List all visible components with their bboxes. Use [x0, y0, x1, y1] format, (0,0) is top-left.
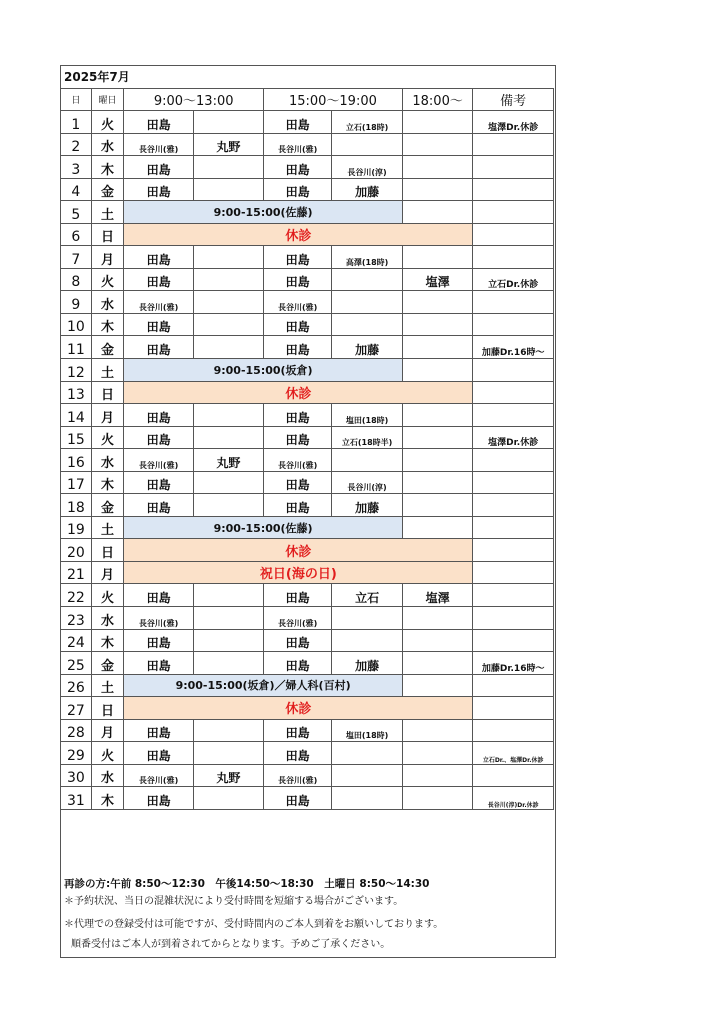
- header-evening: 18:00～: [402, 89, 473, 111]
- schedule-row: [61, 607, 554, 630]
- weekday-cell: 水: [91, 607, 124, 630]
- notes-cell: 塩澤Dr.休診: [473, 111, 554, 134]
- weekday-cell: 月: [91, 561, 124, 584]
- morning-doctor-cell: 田島: [124, 313, 193, 336]
- weekday-cell: 水: [91, 449, 124, 472]
- evening-doctor-cell: [402, 787, 473, 810]
- evening-doctor-cell: [402, 404, 473, 427]
- afternoon-doctor-2-cell: [332, 291, 403, 314]
- weekday-cell: 月: [91, 404, 124, 427]
- day-cell: 30: [61, 764, 92, 787]
- morning-doctor-2-cell: [193, 178, 263, 201]
- day-cell: 22: [61, 584, 92, 607]
- weekday-cell: 土: [91, 359, 124, 382]
- notes-cell: [473, 449, 554, 472]
- morning-doctor-2-cell: [193, 246, 263, 269]
- schedule-title: 2025年7月: [64, 70, 130, 84]
- schedule-row: [61, 268, 554, 291]
- notes-cell: [473, 359, 554, 382]
- afternoon-doctor-2-cell: 加藤: [332, 652, 403, 675]
- afternoon-doctor-cell: 田島: [263, 111, 331, 134]
- weekday-cell: 金: [91, 494, 124, 517]
- weekday-cell: 火: [91, 111, 124, 134]
- afternoon-doctor-2-cell: 加藤: [332, 336, 403, 359]
- afternoon-doctor-2-cell: 長谷川(淳): [332, 471, 403, 494]
- morning-doctor-cell: 長谷川(雅): [124, 764, 193, 787]
- afternoon-doctor-cell: 長谷川(雅): [263, 291, 331, 314]
- notes-cell: [473, 223, 554, 246]
- notes-cell: [473, 516, 554, 539]
- morning-doctor-2-cell: [193, 111, 263, 134]
- day-cell: 18: [61, 494, 92, 517]
- morning-doctor-2-cell: [193, 268, 263, 291]
- schedule-row: [61, 246, 554, 269]
- afternoon-doctor-cell: 田島: [263, 426, 331, 449]
- afternoon-doctor-2-cell: 立石(18時): [332, 111, 403, 134]
- morning-doctor-cell: 田島: [124, 426, 193, 449]
- afternoon-doctor-cell: 長谷川(雅): [263, 764, 331, 787]
- afternoon-doctor-2-cell: [332, 742, 403, 765]
- afternoon-doctor-2-cell: [332, 449, 403, 472]
- evening-doctor-cell: 塩澤: [402, 268, 473, 291]
- evening-doctor-cell: [402, 742, 473, 765]
- morning-doctor-2-cell: [193, 313, 263, 336]
- schedule-row: [61, 584, 554, 607]
- evening-doctor-cell: [402, 449, 473, 472]
- day-cell: 9: [61, 291, 92, 314]
- afternoon-doctor-cell: 田島: [263, 584, 331, 607]
- notes-cell: [473, 246, 554, 269]
- day-cell: 12: [61, 359, 92, 382]
- notes-cell: [473, 561, 554, 584]
- morning-doctor-cell: 長谷川(雅): [124, 291, 193, 314]
- notes-cell: [473, 697, 554, 720]
- day-cell: 4: [61, 178, 92, 201]
- day-cell: 25: [61, 652, 92, 675]
- weekday-cell: 水: [91, 291, 124, 314]
- afternoon-doctor-2-cell: [332, 268, 403, 291]
- afternoon-doctor-cell: 長谷川(雅): [263, 607, 331, 630]
- evening-doctor-cell: [402, 201, 473, 224]
- schedule-row: [61, 539, 554, 562]
- evening-doctor-cell: [402, 111, 473, 134]
- morning-doctor-2-cell: [193, 787, 263, 810]
- afternoon-doctor-2-cell: 立石: [332, 584, 403, 607]
- evening-doctor-cell: 塩澤: [402, 584, 473, 607]
- evening-doctor-cell: [402, 764, 473, 787]
- header-notes: 備考: [473, 89, 554, 111]
- closed-cell: 休診: [124, 223, 473, 246]
- day-cell: 24: [61, 629, 92, 652]
- weekday-cell: 木: [91, 471, 124, 494]
- weekday-cell: 金: [91, 336, 124, 359]
- morning-doctor-cell: 田島: [124, 742, 193, 765]
- schedule-row: [61, 313, 554, 336]
- closed-cell: 休診: [124, 697, 473, 720]
- weekday-cell: 木: [91, 313, 124, 336]
- schedule-row: [61, 494, 554, 517]
- morning-doctor-2-cell: [193, 156, 263, 179]
- day-cell: 27: [61, 697, 92, 720]
- afternoon-doctor-cell: 田島: [263, 178, 331, 201]
- schedule-row: [61, 652, 554, 675]
- schedule-row: [61, 471, 554, 494]
- evening-doctor-cell: [402, 607, 473, 630]
- weekday-cell: 日: [91, 381, 124, 404]
- afternoon-doctor-2-cell: [332, 133, 403, 156]
- morning-doctor-2-cell: [193, 291, 263, 314]
- afternoon-doctor-cell: 田島: [263, 156, 331, 179]
- morning-doctor-cell: 田島: [124, 156, 193, 179]
- afternoon-doctor-cell: 田島: [263, 652, 331, 675]
- morning-doctor-2-cell: 丸野: [193, 449, 263, 472]
- day-cell: 13: [61, 381, 92, 404]
- notes-cell: [473, 764, 554, 787]
- afternoon-doctor-2-cell: [332, 787, 403, 810]
- schedule-row: [61, 336, 554, 359]
- schedule-row: [61, 561, 554, 584]
- schedule-sheet: [60, 65, 556, 958]
- weekday-cell: 水: [91, 764, 124, 787]
- schedule-row: [61, 787, 554, 810]
- afternoon-doctor-2-cell: 加藤: [332, 178, 403, 201]
- afternoon-doctor-2-cell: [332, 764, 403, 787]
- notes-cell: [473, 719, 554, 742]
- afternoon-doctor-cell: 田島: [263, 719, 331, 742]
- day-cell: 19: [61, 516, 92, 539]
- schedule-row: [61, 156, 554, 179]
- weekday-cell: 火: [91, 584, 124, 607]
- weekday-cell: 土: [91, 201, 124, 224]
- day-cell: 16: [61, 449, 92, 472]
- afternoon-doctor-cell: 田島: [263, 742, 331, 765]
- evening-doctor-cell: [402, 426, 473, 449]
- notes-cell: [473, 313, 554, 336]
- morning-doctor-cell: 田島: [124, 178, 193, 201]
- notes-cell: [473, 404, 554, 427]
- notes-cell: [473, 201, 554, 224]
- schedule-row: [61, 404, 554, 427]
- notes-cell: [473, 674, 554, 697]
- morning-doctor-2-cell: [193, 652, 263, 675]
- notes-cell: [473, 607, 554, 630]
- schedule-row: [61, 133, 554, 156]
- day-cell: 2: [61, 133, 92, 156]
- afternoon-doctor-2-cell: 長谷川(淳): [332, 156, 403, 179]
- evening-doctor-cell: [402, 291, 473, 314]
- schedule-row: [61, 449, 554, 472]
- afternoon-doctor-2-cell: 立石(18時半): [332, 426, 403, 449]
- evening-doctor-cell: [402, 178, 473, 201]
- schedule-row: [61, 111, 554, 134]
- morning-doctor-cell: 田島: [124, 336, 193, 359]
- day-cell: 15: [61, 426, 92, 449]
- evening-doctor-cell: [402, 629, 473, 652]
- weekday-cell: 土: [91, 674, 124, 697]
- day-cell: 6: [61, 223, 92, 246]
- afternoon-doctor-cell: 田島: [263, 629, 331, 652]
- notes-cell: [473, 471, 554, 494]
- afternoon-doctor-2-cell: 高澤(18時): [332, 246, 403, 269]
- notes-cell: 塩澤Dr.休診: [473, 426, 554, 449]
- notes-cell: [473, 494, 554, 517]
- afternoon-doctor-cell: 田島: [263, 787, 331, 810]
- afternoon-doctor-cell: 田島: [263, 313, 331, 336]
- morning-doctor-cell: 長谷川(雅): [124, 133, 193, 156]
- morning-doctor-cell: 田島: [124, 787, 193, 810]
- footer-note-1: ＊予約状況、当日の混雑状況により受付時間を短縮する場合がございます。: [64, 896, 404, 907]
- afternoon-doctor-cell: 田島: [263, 246, 331, 269]
- notes-cell: [473, 629, 554, 652]
- evening-doctor-cell: [402, 246, 473, 269]
- evening-doctor-cell: [402, 719, 473, 742]
- schedule-row: [61, 359, 554, 382]
- morning-doctor-2-cell: [193, 426, 263, 449]
- evening-doctor-cell: [402, 313, 473, 336]
- day-cell: 26: [61, 674, 92, 697]
- morning-doctor-cell: 田島: [124, 404, 193, 427]
- closed-cell: 休診: [124, 381, 473, 404]
- evening-doctor-cell: [402, 471, 473, 494]
- morning-doctor-cell: 田島: [124, 111, 193, 134]
- morning-doctor-2-cell: [193, 629, 263, 652]
- closed-cell: 祝日(海の日): [124, 561, 473, 584]
- weekday-cell: 月: [91, 246, 124, 269]
- morning-doctor-cell: 田島: [124, 268, 193, 291]
- day-cell: 14: [61, 404, 92, 427]
- morning-doctor-cell: 田島: [124, 471, 193, 494]
- day-cell: 8: [61, 268, 92, 291]
- footer-note-3: 順番受付はご本人が到着されてからとなります。予めご了承ください。: [71, 939, 391, 950]
- afternoon-doctor-cell: 田島: [263, 471, 331, 494]
- morning-doctor-cell: 長谷川(雅): [124, 449, 193, 472]
- day-cell: 11: [61, 336, 92, 359]
- evening-doctor-cell: [402, 674, 473, 697]
- morning-doctor-2-cell: [193, 404, 263, 427]
- weekday-cell: 日: [91, 697, 124, 720]
- day-cell: 7: [61, 246, 92, 269]
- evening-doctor-cell: [402, 133, 473, 156]
- weekday-cell: 水: [91, 133, 124, 156]
- evening-doctor-cell: [402, 156, 473, 179]
- evening-doctor-cell: [402, 336, 473, 359]
- morning-doctor-2-cell: [193, 719, 263, 742]
- schedule-row: [61, 764, 554, 787]
- morning-doctor-cell: 田島: [124, 584, 193, 607]
- morning-doctor-cell: 田島: [124, 494, 193, 517]
- weekday-cell: 金: [91, 178, 124, 201]
- schedule-row: [61, 697, 554, 720]
- afternoon-doctor-2-cell: [332, 313, 403, 336]
- saturday-hours-cell: 9:00-15:00(佐藤): [124, 516, 402, 539]
- saturday-hours-cell: 9:00-15:00(佐藤): [124, 201, 402, 224]
- schedule-row: [61, 629, 554, 652]
- weekday-cell: 日: [91, 223, 124, 246]
- footer-note-2: ＊代理での登録受付は可能ですが、受付時間内のご本人到着をお願いしております。: [64, 919, 444, 930]
- evening-doctor-cell: [402, 516, 473, 539]
- notes-cell: [473, 584, 554, 607]
- saturday-hours-cell: 9:00-15:00(坂倉): [124, 359, 402, 382]
- notes-cell: [473, 156, 554, 179]
- schedule-row: [61, 291, 554, 314]
- day-cell: 31: [61, 787, 92, 810]
- day-cell: 29: [61, 742, 92, 765]
- weekday-cell: 木: [91, 629, 124, 652]
- afternoon-doctor-cell: 田島: [263, 336, 331, 359]
- notes-cell: 立石Dr.、塩澤Dr.休診: [473, 742, 554, 765]
- afternoon-doctor-cell: 田島: [263, 494, 331, 517]
- schedule-row: [61, 516, 554, 539]
- day-cell: 1: [61, 111, 92, 134]
- header-row: [61, 89, 554, 111]
- morning-doctor-2-cell: [193, 742, 263, 765]
- notes-cell: 立石Dr.休診: [473, 268, 554, 291]
- day-cell: 28: [61, 719, 92, 742]
- morning-doctor-2-cell: [193, 336, 263, 359]
- schedule-row: [61, 381, 554, 404]
- day-cell: 10: [61, 313, 92, 336]
- closed-cell: 休診: [124, 539, 473, 562]
- morning-doctor-2-cell: [193, 471, 263, 494]
- weekday-cell: 火: [91, 268, 124, 291]
- saturday-hours-cell: 9:00-15:00(坂倉)／婦人科(百村): [124, 674, 402, 697]
- afternoon-doctor-cell: 長谷川(雅): [263, 449, 331, 472]
- afternoon-doctor-cell: 長谷川(雅): [263, 133, 331, 156]
- weekday-cell: 火: [91, 426, 124, 449]
- schedule-row: [61, 719, 554, 742]
- schedule-row: [61, 426, 554, 449]
- schedule-row: [61, 223, 554, 246]
- notes-cell: [473, 539, 554, 562]
- evening-doctor-cell: [402, 494, 473, 517]
- schedule-row: [61, 742, 554, 765]
- notes-cell: [473, 133, 554, 156]
- weekday-cell: 金: [91, 652, 124, 675]
- notes-cell: [473, 178, 554, 201]
- day-cell: 17: [61, 471, 92, 494]
- schedule-table: [60, 88, 554, 810]
- header-morning: 9:00～13:00: [124, 89, 264, 111]
- notes-cell: 加藤Dr.16時～: [473, 336, 554, 359]
- day-cell: 23: [61, 607, 92, 630]
- notes-cell: 加藤Dr.16時～: [473, 652, 554, 675]
- morning-doctor-2-cell: [193, 494, 263, 517]
- morning-doctor-2-cell: [193, 584, 263, 607]
- afternoon-doctor-2-cell: [332, 607, 403, 630]
- day-cell: 3: [61, 156, 92, 179]
- weekday-cell: 日: [91, 539, 124, 562]
- schedule-row: [61, 674, 554, 697]
- morning-doctor-2-cell: [193, 607, 263, 630]
- morning-doctor-cell: 長谷川(雅): [124, 607, 193, 630]
- afternoon-doctor-2-cell: [332, 629, 403, 652]
- weekday-cell: 木: [91, 787, 124, 810]
- header-weekday: 曜日: [91, 89, 124, 111]
- weekday-cell: 木: [91, 156, 124, 179]
- header-day: 日: [61, 89, 92, 111]
- weekday-cell: 月: [91, 719, 124, 742]
- day-cell: 5: [61, 201, 92, 224]
- footer-hours: 再診の方:午前 8:50～12:30 午後14:50～18:30 土曜日 8:50～14:30: [64, 878, 430, 890]
- weekday-cell: 土: [91, 516, 124, 539]
- morning-doctor-2-cell: 丸野: [193, 764, 263, 787]
- notes-cell: [473, 291, 554, 314]
- weekday-cell: 火: [91, 742, 124, 765]
- afternoon-doctor-2-cell: 加藤: [332, 494, 403, 517]
- morning-doctor-cell: 田島: [124, 652, 193, 675]
- schedule-row: [61, 178, 554, 201]
- afternoon-doctor-cell: 田島: [263, 404, 331, 427]
- morning-doctor-cell: 田島: [124, 246, 193, 269]
- morning-doctor-cell: 田島: [124, 719, 193, 742]
- notes-cell: [473, 381, 554, 404]
- schedule-row: [61, 201, 554, 224]
- morning-doctor-2-cell: 丸野: [193, 133, 263, 156]
- header-afternoon: 15:00～19:00: [263, 89, 402, 111]
- evening-doctor-cell: [402, 652, 473, 675]
- evening-doctor-cell: [402, 359, 473, 382]
- afternoon-doctor-2-cell: 塩田(18時): [332, 719, 403, 742]
- day-cell: 20: [61, 539, 92, 562]
- afternoon-doctor-2-cell: 塩田(18時): [332, 404, 403, 427]
- afternoon-doctor-cell: 田島: [263, 268, 331, 291]
- notes-cell: 長谷川(淳)Dr.休診: [473, 787, 554, 810]
- morning-doctor-cell: 田島: [124, 629, 193, 652]
- day-cell: 21: [61, 561, 92, 584]
